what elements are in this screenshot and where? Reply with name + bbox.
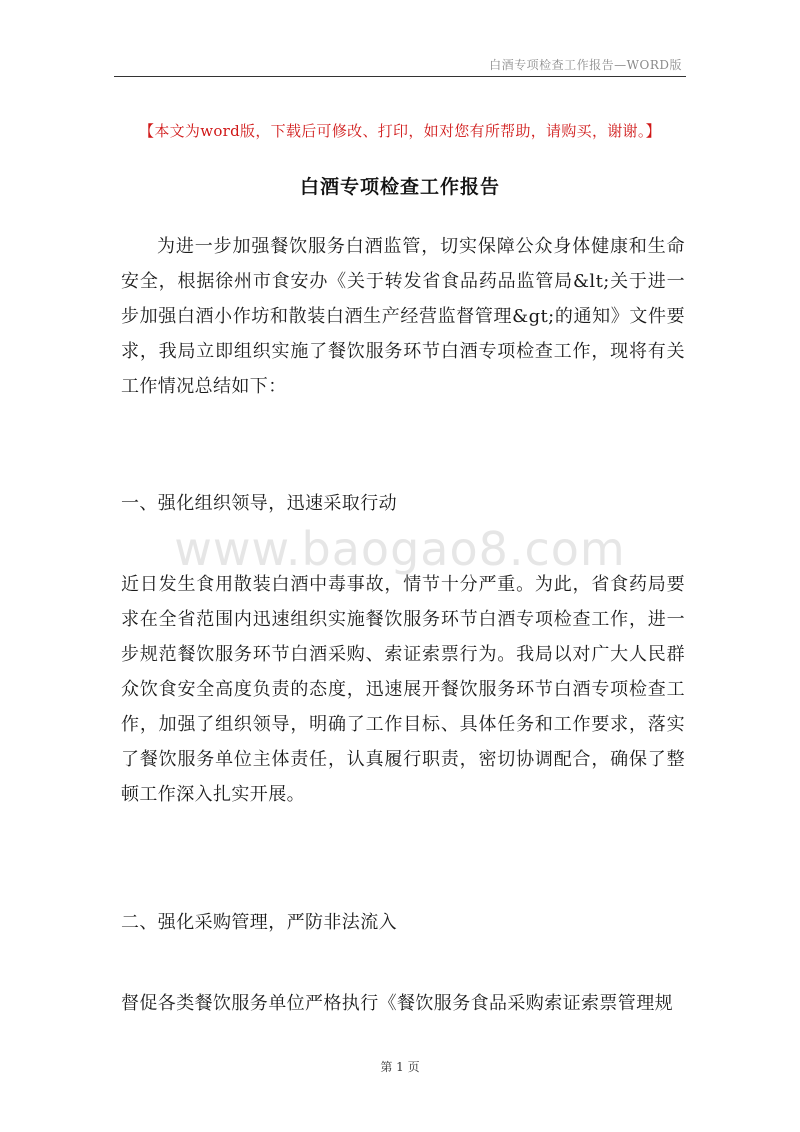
section-heading-1: 一、强化组织领导，迅速采取行动 [121, 493, 397, 514]
watermark: www.baogao8.com [174, 522, 626, 576]
intro-paragraph: 为进一步加强餐饮服务白酒监管，切实保障公众身体健康和生命安全，根据徐州市食安办《关于转发省食品药品监管局&lt;关于进一步加强白酒小作坊和散装白酒生产经营监督管理&gt;的通知》文件要求，我局立即组织实施了餐饮服务环节白酒专项检查工作，现将有关工作情况总结如下： [121, 236, 685, 397]
document-title: 白酒专项检查工作报告 [299, 176, 500, 198]
header-divider [114, 76, 686, 77]
page-number: 第 1 页 [380, 1060, 420, 1074]
download-notice: 【本文为word版，下载后可修改、打印，如对您有所帮助，请购买，谢谢。】 [139, 122, 661, 140]
running-header: 白酒专项检查工作报告—WORD版 [489, 58, 682, 72]
section-body-2: 督促各类餐饮服务单位严格执行《餐饮服务食品采购索证索票管理规 [121, 993, 673, 1014]
section-body-1: 近日发生食用散装白酒中毒事故，情节十分严重。为此，省食药局要求在全省范围内迅速组织实施餐饮服务环节白酒专项检查工作，进一步规范餐饮服务环节白酒采购、索证索票行为。我局以对广大人民群众饮食安全高度负责的态度，迅速展开餐饮服务环节白酒专项检查工作，加强了组织领导，明确了工作目标、具体任务和工作要求，落实了餐饮服务单位主体责任，认真履行职责，密切协调配合，确保了整顿工作深入扎实开展。 [121, 574, 685, 805]
section-heading-2: 二、强化采购管理，严防非法流入 [121, 912, 397, 933]
